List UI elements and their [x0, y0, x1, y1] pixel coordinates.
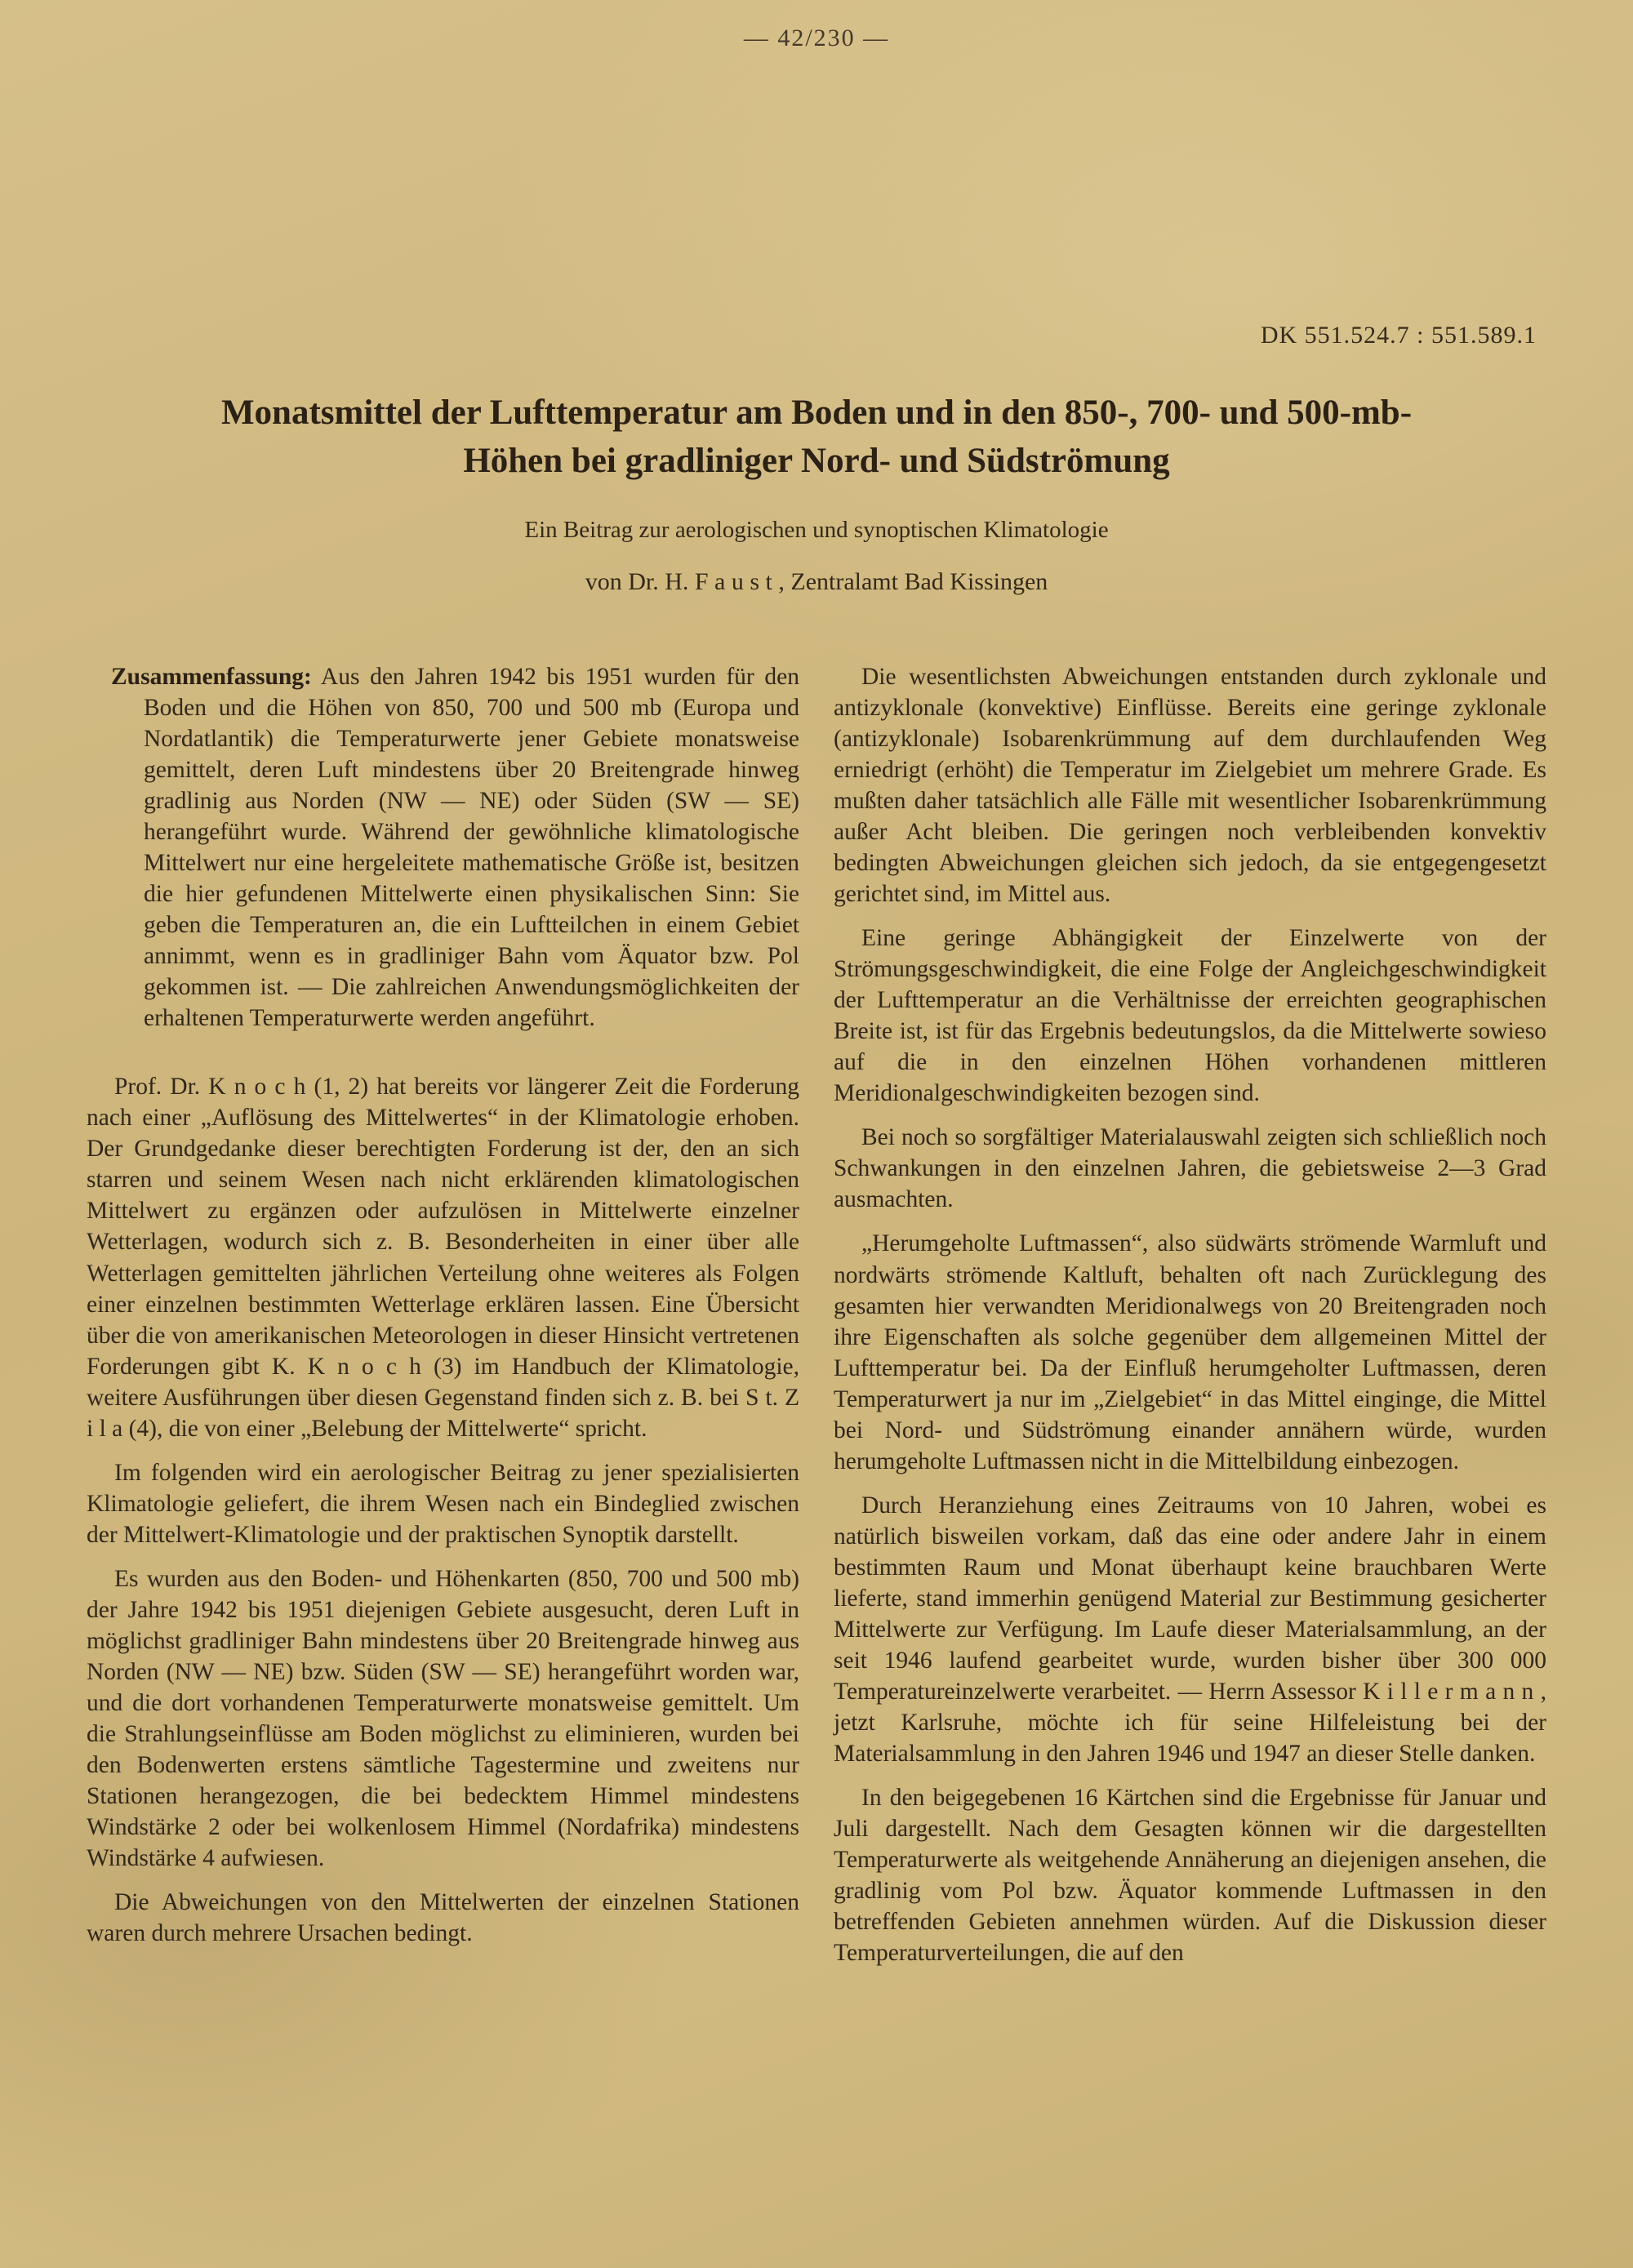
article-title-line-2: Höhen bei gradliniger Nord- und Südströmung — [463, 442, 1170, 481]
paragraph: Die wesentlichsten Abweichungen entstanden durch zyklonale und antizyklonale (konvektive) Einflüsse. Bereits eine geringe zyklonale (antizyklonale) Isobarenkrümmung auf dem durchlaufenden Weg erniedrigt (erhöht) die Temperatur im Zielgebiet um mehrere Grade. Es mußten daher tatsächlich alle Fälle mit wesentlicher Isobarenkrümmung außer Acht bleiben. Die geringen noch verbleibenden konvektiv bedingten Abweichungen gleichen sich jedoch, da sie entgegengesetzt gerichtet sind, im Mittel aus. — [834, 663, 1546, 907]
paragraph: Durch Heranziehung eines Zeitraums von 10 Jahren, wobei es natürlich bisweilen vorkam, daß das eine oder andere Jahr in einem bestimmten Raum und Monat überhaupt keine brauchbaren Werte lieferte, stand immerhin genügend Material zur Bestimmung gesicherter Mittelwerte zur Verfügung. Im Laufe dieser Materialsammlung, an der seit 1946 laufend gearbeitet wurde, wurden bisher über 300 000 Temperatureinzelwerte verarbeitet. — Herrn Assessor K i l l e r m a n n , jetzt Karlsruhe, möchte ich für seine Hilfeleistung bei der Materialsammlung in den Jahren 1946 und 1947 an dieser Stelle danken. — [834, 1492, 1546, 1768]
two-column-body — [0, 661, 1633, 1969]
paragraph: Im folgenden wird ein aerologischer Beitrag zu jener spezialisierten Klimatologie geliefert, die ihrem Wesen nach ein Bindeglied zwischen der Mittelwert-Klimatologie und der praktischen Synoptik darstellt. — [87, 1459, 799, 1548]
dk-classification-number: DK 551.524.7 : 551.589.1 — [1260, 322, 1537, 349]
article-title-line-1: Monatsmittel der Lufttemperatur am Boden und in den 850-, 700- und 500-mb- — [220, 394, 1413, 432]
left-column — [87, 661, 799, 1969]
paragraph: Bei noch so sorgfältiger Materialauswahl zeigten sich schließlich noch Schwankungen in den einzelnen Jahren, die gebietsweise 2—3 Grad ausmachten. — [834, 1124, 1546, 1213]
article-heading — [73, 389, 1560, 486]
paragraph: Die Abweichungen von den Mittelwerten der einzelnen Stationen waren durch mehrere Ursachen bedingt. — [87, 1889, 799, 1947]
right-column — [834, 661, 1546, 1969]
article-subtitle: Ein Beitrag zur aerologischen und synoptischen Klimatologie — [524, 516, 1109, 543]
summary-paragraph — [111, 661, 799, 1034]
author-line: von Dr. H. F a u s t , Zentralamt Bad Kissingen — [585, 567, 1048, 595]
paragraph: Prof. Dr. K n o c h (1, 2) hat bereits vor längerer Zeit die Forderung nach einer „Auflösung des Mittelwertes“ in der Klimatologie erhoben. Der Grundgedanke dieser berechtigten Forderung ist der, den an sich starren und seinem Wesen nach nicht erklärenden klimatologischen Mittelwert zu ergänzen oder aufzulösen in Mittelwerte einzelner Wetterlagen, wodurch sich z. B. Besonderheiten in einer über alle Wetterlagen gemittelten jährlichen Verteilung ohne weiteres als Folgen einer einzelnen bestimmten Wetterlage erklären lassen. Eine Übersicht über die von amerikanischen Meteorologen in dieser Hinsicht vertretenen Forderungen gibt K. K n o c h (3) im Handbuch der Klimatologie, weitere Ausführungen über diesen Gegenstand finden sich z. B. bei S t. Z i l a (4), die von einer „Belebung der Mittelwerte“ spricht. — [87, 1074, 799, 1442]
paragraph: Es wurden aus den Boden- und Höhenkarten (850, 700 und 500 mb) der Jahre 1942 bis 1951 diejenigen Gebiete ausgesucht, deren Luft in möglichst gradliniger Bahn mindestens über 20 Breitengrade hinweg aus Norden (NW — NE) bzw. Süden (SW — SE) herangeführt worden war, und die dort vorhandenen Temperaturwerte monatsweise gemittelt. Um die Strahlungseinflüsse am Boden möglichst zu eliminieren, wurden bei den Bodenwerten erstens sämtliche Tagestermine und zweitens nur Stationen herangezogen, die bei bedecktem Himmel mindestens Windstärke 2 oder bei wolkenlosem Himmel (Nordafrika) mindestens Windstärke 4 aufwiesen. — [87, 1565, 799, 1872]
paragraph: „Herumgeholte Luftmassen“, also südwärts strömende Warmluft und nordwärts strömende Kaltluft, behalten oft nach Zurücklegung des gesamten hier verwandten Meridionalwegs von 20 Breitengraden noch ihre Eigenschaften als solche gegenüber dem allgemeinen Mittel der Lufttemperatur bei. Da der Einfluß herumgeholter Luftmassen, deren Temperaturwert ja nur im „Zielgebiet“ in das Mittel einginge, die Mittel bei Nord- und Südströmung einander annähern würde, wurden herumgeholte Luftmassen nicht in die Mittelbildung einbezogen. — [834, 1230, 1546, 1474]
page-number: — 42/230 — — [743, 24, 890, 51]
summary-text: Aus den Jahren 1942 bis 1951 wurden für den Boden und die Höhen von 850, 700 und 500 mb (Europa und Nordatlantik) die Temperaturwerte jener Gebiete monatsweise gemittelt, deren Luft mindestens über 20 Breitengrade hinweg gradlinig aus Norden (NW — NE) oder Süden (SW — SE) herangeführt wurde. Während der gewöhnliche klimatologische Mittelwert nur eine hergeleitete mathematische Größe ist, besitzen die hier gefundenen Mittelwerte einen physikalischen Sinn: Sie geben die Temperaturen an, die ein Luftteilchen in einem Gebiet annimmt, wenn es in gradliniger Bahn vom Äquator bzw. Pol gekommen ist. — Die zahlreichen Anwendungsmöglichkeiten der erhaltenen Temperaturwerte werden angeführt. — [144, 663, 799, 1032]
summary-label: Zusammenfassung: — [111, 663, 312, 690]
paragraph: In den beigegebenen 16 Kärtchen sind die Ergebnisse für Januar und Juli dargestellt. Nach dem Gesagten können wir die dargestellten Temperaturwerte als weitgehende Annäherung an diejenigen ansehen, die gradlinig vom Pol bzw. Äquator kommende Luftmassen in den betreffenden Gebieten annehmen würden. Auf die Diskussion dieser Temperaturverteilungen, die auf den — [834, 1785, 1546, 1967]
paragraph: Eine geringe Abhängigkeit der Einzelwerte von der Strömungsgeschwindigkeit, die eine Folge der Angleichgeschwindigkeit der Lufttemperatur an die Verhältnisse der erreichten geographischen Breite ist, ist für das Ergebnis bedeutungslos, da die Mittelwerte sowieso auf die in den einzelnen Höhen vorhandenen mittleren Meridionalgeschwindigkeiten bezogen sind. — [834, 925, 1546, 1107]
